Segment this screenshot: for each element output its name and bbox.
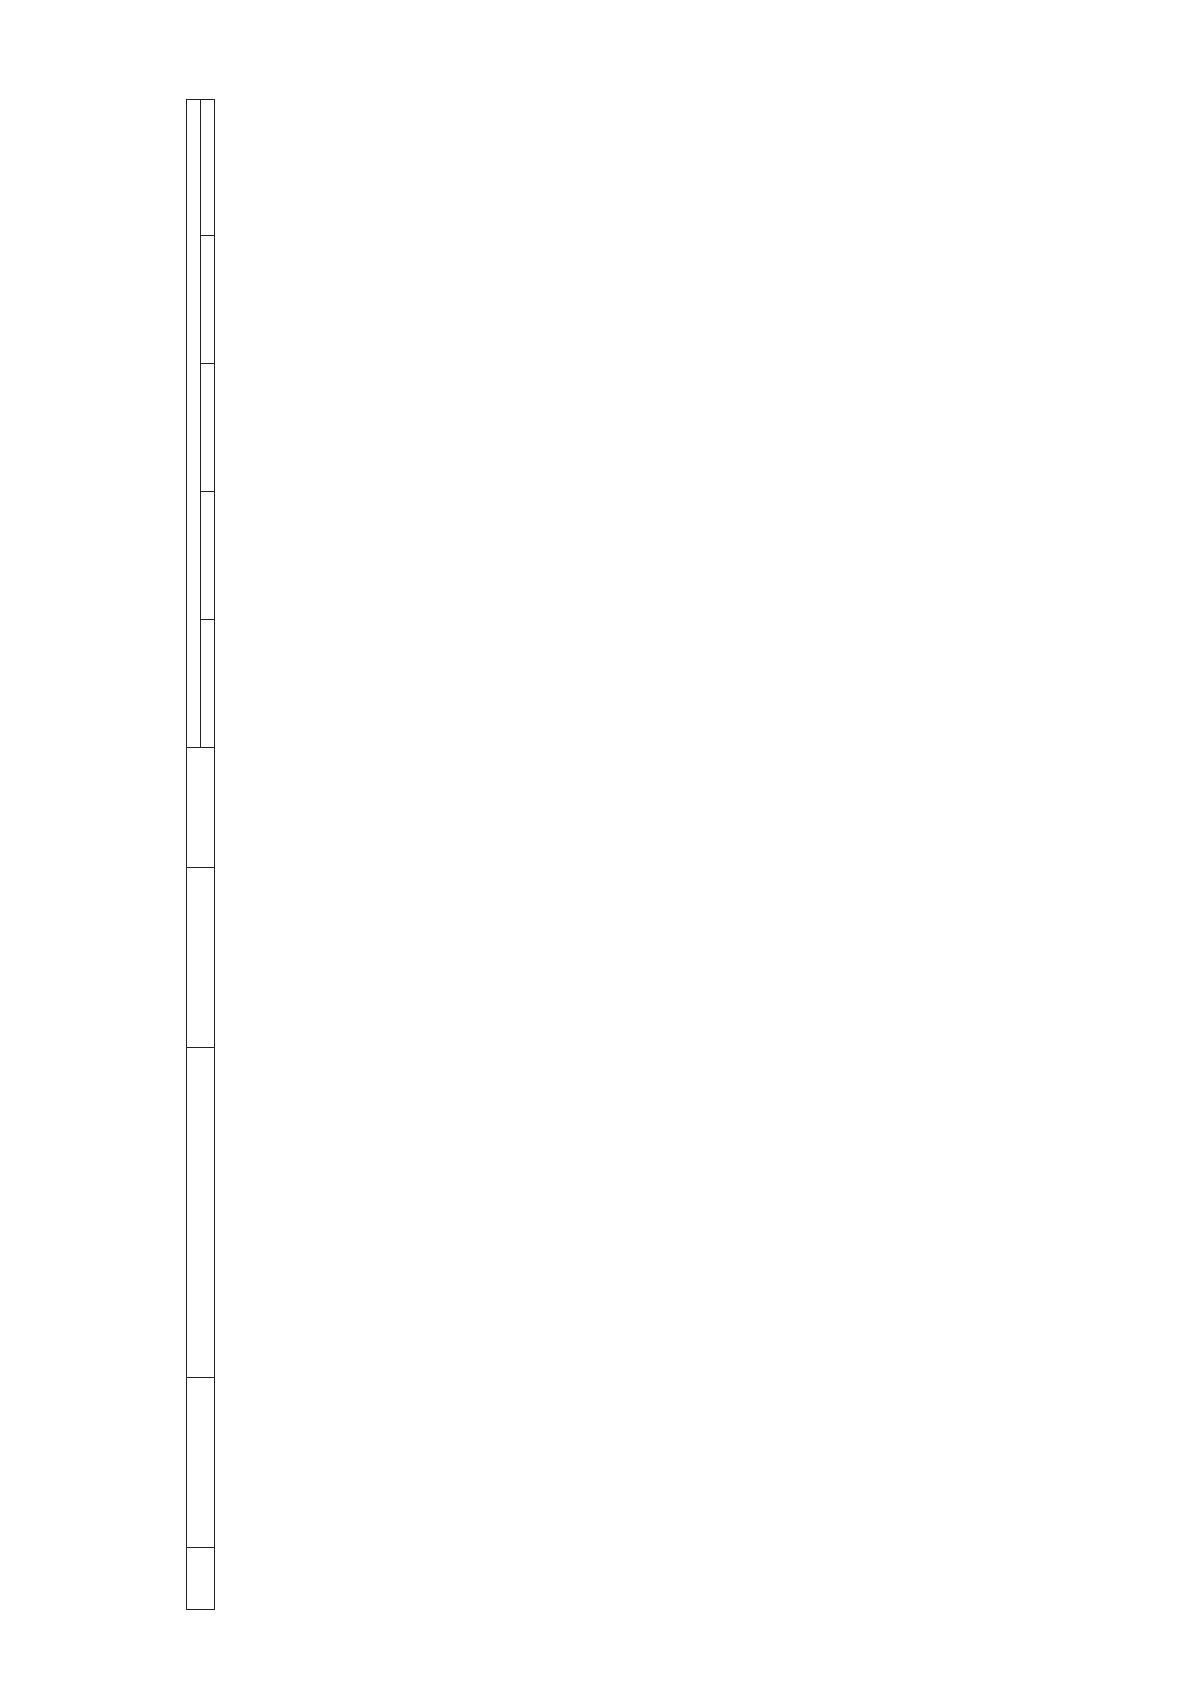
header-locality: [187, 868, 215, 1048]
header-category: [187, 99, 201, 747]
header-cat-iii: [201, 364, 215, 492]
header-cat-ii: [201, 492, 215, 620]
header-ident: [187, 1378, 215, 1548]
header-name: [187, 1048, 215, 1378]
header-number: [187, 1548, 215, 1610]
roads-table-container: [186, 100, 215, 1610]
header-cat-i: [201, 620, 215, 748]
roads-table: [186, 99, 215, 1610]
header-cat-iv: [201, 236, 215, 364]
header-cat-v: [201, 99, 215, 235]
header-length: [187, 748, 215, 868]
